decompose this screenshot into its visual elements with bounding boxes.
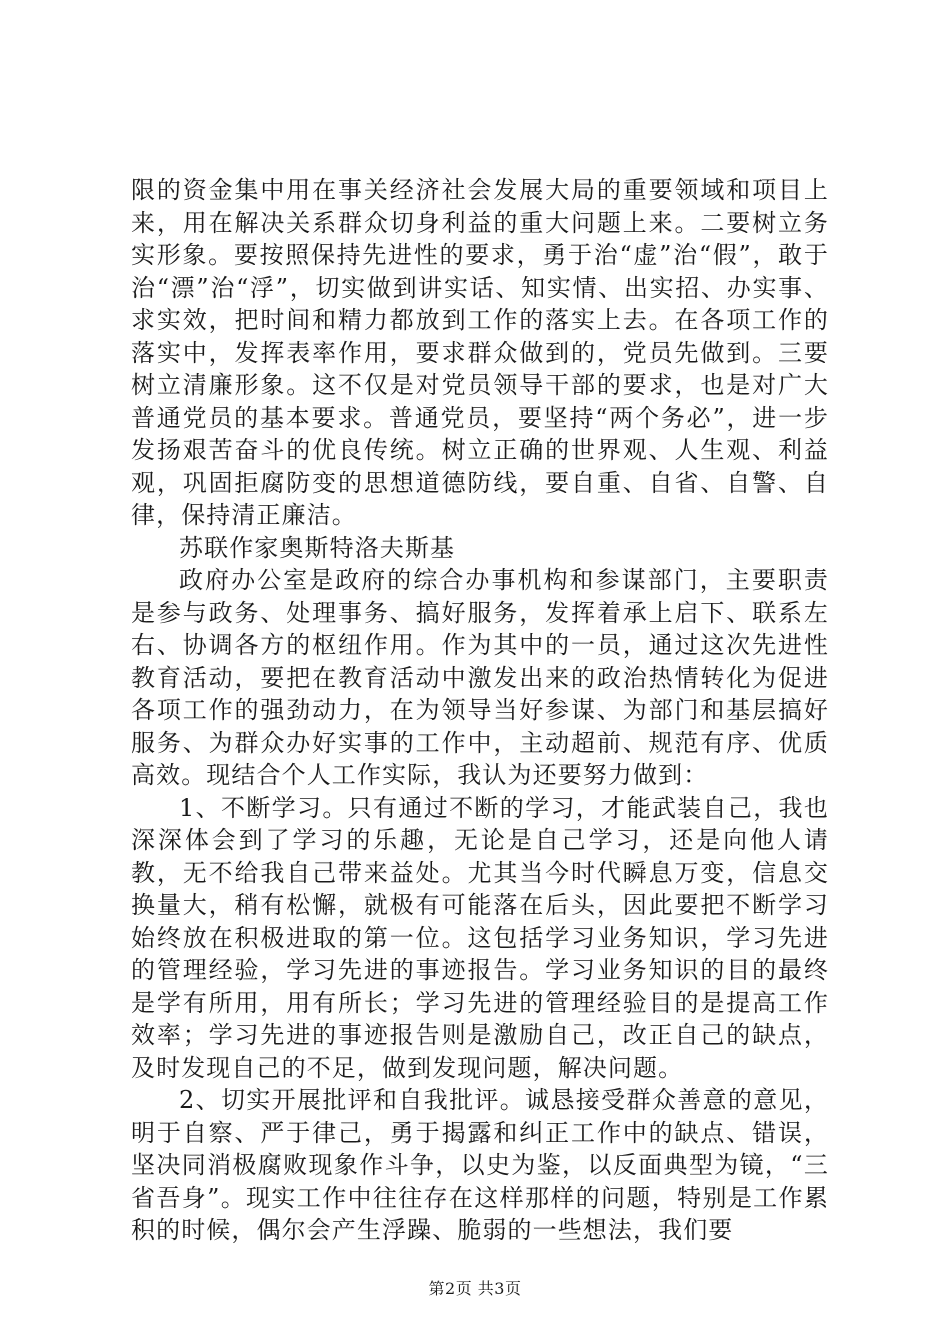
paragraph-point-2: 2、切实开展批评和自我批评。诚恳接受群众善意的意见，明于自察、严于律己，勇于揭露和纠正工作中的缺点、错误，坚决同消极腐败现象作斗争，以史为鉴，以反面典型为镜，“三省吾身”。现实工作中往往存在这样那样的问题，特别是工作累积的时候，偶尔会产生浮躁、脆弱的一些想法，我们要 (131, 1086, 829, 1244)
document-body (131, 174, 829, 1247)
paragraph-quote-attribution: 苏联作家奥斯特洛夫斯基 (179, 533, 456, 562)
page-number-footer: 第2页 共3页 (428, 1279, 522, 1298)
paragraph-office-role: 政府办公室是政府的综合办事机构和参谋部门，主要职责是参与政务、处理事务、搞好服务，发挥着承上启下、联系左右、协调各方的枢纽作用。作为其中的一员，通过这次先进性教育活动，要把在教育活动中激发出来的政治热情转化为促进各项工作的强劲动力，在为领导当好参谋、为部门和基层搞好服务、为群众办好实事的工作中，主动超前、规范有序、优质高效。现结合个人工作实际，我认为还要努力做到： (131, 566, 829, 789)
paragraph-point-1: 1、不断学习。只有通过不断的学习，才能武装自己，我也深深体会到了学习的乐趣，无论是自己学习，还是向他人请教，无不给我自己带来益处。尤其当今时代瞬息万变，信息交换量大，稍有松懈，就极有可能落在后头，因此要把不断学习始终放在积极进取的第一位。这包括学习业务知识，学习先进的管理经验，学习先进的事迹报告。学习业务知识的目的最终是学有所用，用有所长；学习先进的管理经验目的是提高工作效率；学习先进的事迹报告则是激励自己，改正自己的缺点，及时发现自己的不足，做到发现问题，解决问题。 (131, 793, 829, 1082)
paragraph-continuation: 限的资金集中用在事关经济社会发展大局的重要领域和项目上来，用在解决关系群众切身利益的重大问题上来。二要树立务实形象。要按照保持先进性的要求，勇于治“虚”治“假”，敢于治“漂”治“浮”，切实做到讲实话、知实情、出实招、办实事、求实效，把时间和精力都放到工作的落实上去。在各项工作的落实中，发挥表率作用，要求群众做到的，党员先做到。三要树立清廉形象。这不仅是对党员领导干部的要求，也是对广大普通党员的基本要求。普通党员，要坚持“两个务必”，进一步发扬艰苦奋斗的优良传统。树立正确的世界观、人生观、利益观，巩固拒腐防变的思想道德防线，要自重、自省、自警、自律，保持清正廉洁。 (131, 176, 829, 529)
